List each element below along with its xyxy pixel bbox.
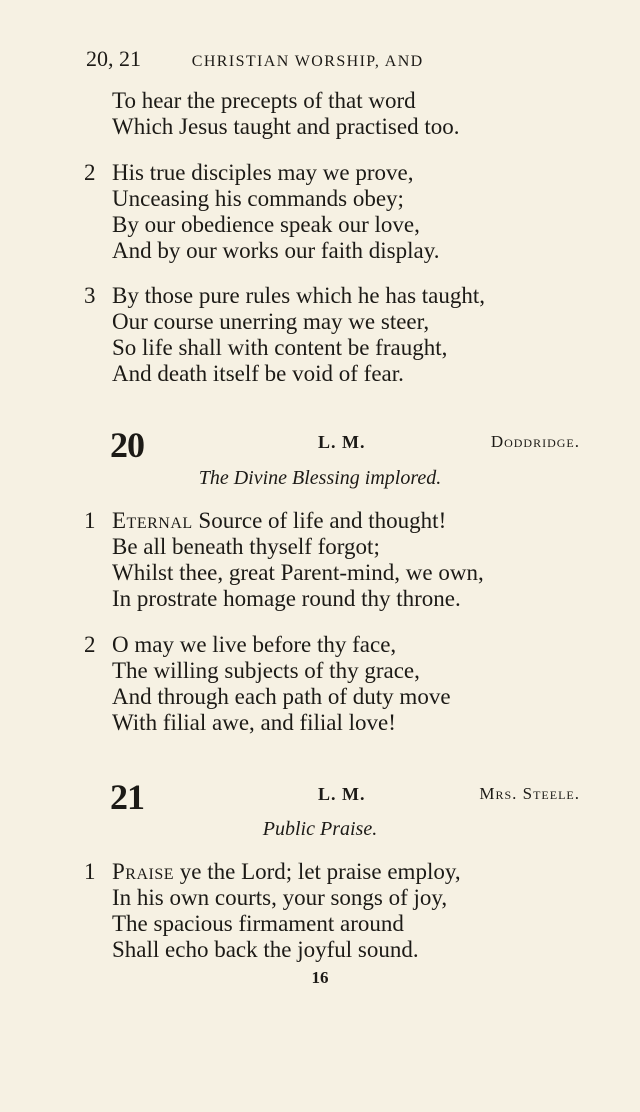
verse-line: And death itself be void of fear.	[112, 361, 404, 386]
verse-line: To hear the precepts of that word	[112, 88, 416, 113]
verse-line: And by our works our faith display.	[112, 238, 440, 263]
hymn-author: Doddridge.	[490, 432, 580, 451]
verse-line: Our course unerring may we steer,	[112, 309, 430, 334]
stanza-number: 2	[84, 160, 96, 185]
verse-line: The willing subjects of thy grace,	[112, 658, 420, 683]
verse-line: By our obedience speak our love,	[112, 212, 420, 237]
verse-line: 1 Eternal Source of life and thought!	[84, 508, 447, 533]
page-number: 16	[311, 968, 329, 987]
verse-line: 2 O may we live before thy face,	[84, 632, 397, 657]
stanza-number: 3	[84, 283, 96, 308]
initial-word: Praise	[112, 859, 175, 884]
verse-line: So life shall with content be fraught,	[112, 335, 448, 360]
initial-word: Eternal	[112, 508, 193, 533]
verse-line: 1 Praise ye the Lord; let praise employ,	[84, 859, 461, 884]
hymn-meter: L. M.	[318, 784, 366, 804]
hymn-number: 20	[110, 425, 144, 465]
verse-line: Which Jesus taught and practised too.	[112, 114, 460, 139]
hymn-meter: L. M.	[318, 432, 366, 452]
verse-line: Whilst thee, great Parent-mind, we own,	[112, 560, 484, 585]
stanza-19-2	[80, 160, 610, 264]
hymn-author: Mrs. Steele.	[479, 784, 580, 803]
stanza-number: 2	[84, 632, 96, 657]
verse-line: Unceasing his commands obey;	[112, 186, 404, 211]
hymn-21-heading	[110, 776, 580, 816]
hymn-21-title: Public Praise.	[262, 818, 378, 840]
stanza-number: 1	[84, 859, 96, 884]
verse-line: 2 His true disciples may we prove,	[84, 160, 414, 185]
running-head	[86, 46, 526, 72]
stanza-19-3	[80, 283, 610, 387]
hymn-range: 20, 21	[86, 46, 141, 71]
verse-line: With filial awe, and filial love!	[112, 710, 396, 735]
verse-line: Shall echo back the joyful sound.	[112, 937, 419, 962]
hymn-number: 21	[110, 777, 144, 817]
section-title: CHRISTIAN WORSHIP, AND	[191, 53, 424, 70]
stanza-21-1	[80, 859, 610, 963]
hymn-20-heading	[110, 424, 580, 464]
verse-line: In prostrate homage round thy throne.	[112, 586, 461, 611]
stanza-20-1	[80, 508, 610, 612]
verse-line: And through each path of duty move	[112, 684, 451, 709]
hymn-20-title: The Divine Blessing implored.	[198, 467, 442, 489]
stanza-20-2	[80, 632, 610, 736]
verse-line: Be all beneath thyself forgot;	[112, 534, 380, 559]
stanza-continuation	[80, 88, 610, 140]
verse-line: 3 By those pure rules which he has taught,	[84, 283, 486, 308]
verse-line: In his own courts, your songs of joy,	[112, 885, 448, 910]
stanza-number: 1	[84, 508, 96, 533]
verse-line: The spacious firmament around	[112, 911, 404, 936]
